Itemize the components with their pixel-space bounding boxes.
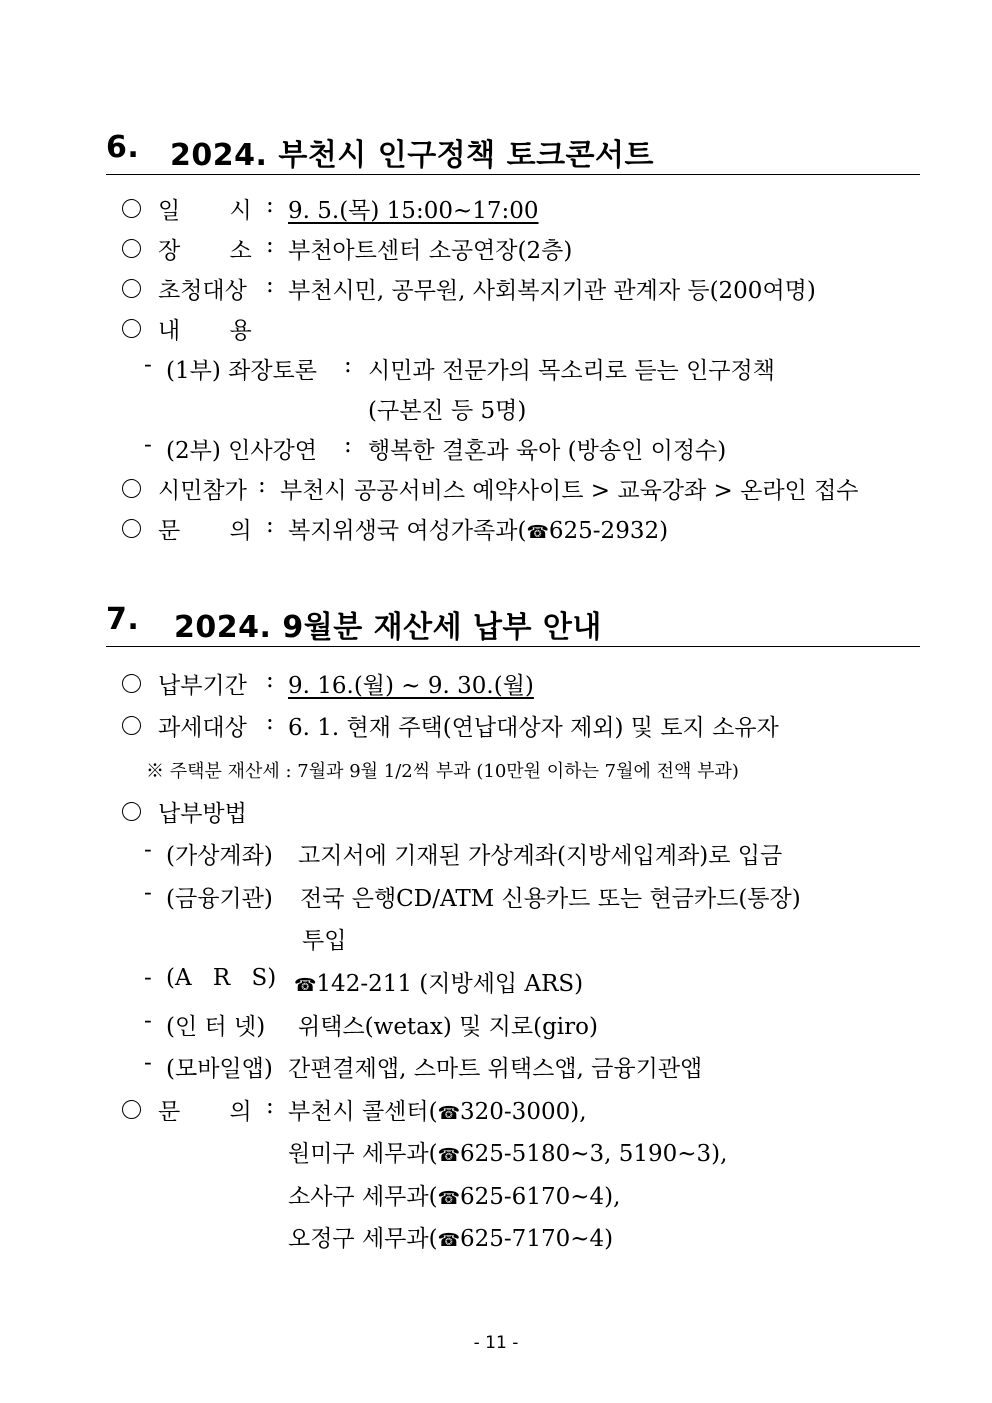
item-part1-cont	[368, 392, 526, 425]
dash-bullet: -	[144, 837, 152, 863]
circle-bullet-icon	[122, 319, 141, 338]
circle-bullet-icon	[122, 674, 141, 693]
colon: :	[344, 352, 352, 378]
item-bank-cont	[302, 922, 346, 955]
phone-icon: ☎	[526, 522, 549, 543]
dash-bullet: -	[144, 965, 152, 991]
contact-office: 소사구 세무과(	[288, 1184, 438, 1210]
item-value	[288, 512, 668, 545]
item-label: 문 의	[158, 518, 253, 544]
item-label: 과세대상	[158, 715, 247, 741]
colon: :	[258, 472, 266, 498]
item-note: ※ 주택분 재산세 : 7월과 9월 1/2씩 부과 (10만원 이하는 7월에 전액 부과)	[146, 761, 739, 782]
item-label: 납부기간	[158, 673, 247, 699]
phone-icon: ☎	[437, 1145, 461, 1166]
item-label: (모바일앱)	[166, 1056, 273, 1082]
ars-number: 142-211 (지방세입 ARS)	[316, 971, 584, 997]
contact-number: 625-6170~4),	[460, 1184, 621, 1210]
colon: :	[266, 232, 274, 258]
item-value: 부천시 공공서비스 예약사이트 > 교육강좌 > 온라인 접수	[280, 478, 859, 504]
phone-icon: ☎	[437, 1230, 461, 1251]
circle-bullet-icon	[122, 199, 141, 218]
contact-number: 625-7170~4)	[460, 1226, 614, 1252]
item-label: 내 용	[158, 318, 253, 344]
item-label: 시민참가	[158, 478, 247, 504]
item-value: 전국 은행CD/ATM 신용카드 또는 현금카드(통장)	[300, 886, 801, 912]
item-value: 9. 5.(목) 15:00~17:00	[288, 198, 539, 224]
contact-number: 320-3000),	[460, 1099, 587, 1125]
section-6-heading	[106, 128, 920, 175]
item-value: 부천아트센터 소공연장(2층)	[288, 238, 573, 264]
page-number: - 11 -	[473, 1333, 519, 1353]
section-number: 6.	[106, 130, 140, 165]
colon: :	[266, 192, 274, 218]
dash-bullet: -	[144, 1050, 152, 1076]
colon: :	[266, 512, 274, 538]
item-value: 시민과 전문가의 목소리로 듣는 인구정책	[368, 358, 775, 384]
contact-text: 복지위생국 여성가족과(	[288, 518, 527, 544]
section-7-heading	[106, 600, 920, 647]
item-label: 납부방법	[158, 801, 247, 827]
item-label: 초청대상	[158, 278, 247, 304]
item-value: 투입	[302, 928, 347, 954]
item-label: (금융기관)	[166, 886, 273, 912]
section-7	[106, 600, 920, 647]
item-label: (가상계좌)	[166, 843, 273, 869]
item-label: 일 시	[158, 198, 253, 224]
contact-office: 부천시 콜센터(	[288, 1099, 438, 1125]
dash-bullet: -	[144, 432, 152, 458]
contact-office: 오정구 세무과(	[288, 1226, 438, 1252]
phone-icon: ☎	[437, 1188, 461, 1209]
item-label: 장 소	[158, 238, 253, 264]
item-value: 위택스(wetax) 및 지로(giro)	[298, 1014, 598, 1040]
colon: :	[266, 709, 274, 735]
item-label: (2부) 인사강연	[166, 438, 317, 464]
item-value: 고지서에 기재된 가상계좌(지방세입계좌)로 입금	[298, 843, 783, 869]
item-value: 9. 16.(월) ~ 9. 30.(월)	[288, 673, 534, 699]
contact-line	[288, 1178, 620, 1211]
circle-bullet-icon	[122, 716, 141, 735]
section-6	[106, 128, 920, 175]
contact-number: 625-2932)	[548, 518, 669, 544]
item-value: 간편결제앱, 스마트 위택스앱, 금융기관앱	[288, 1056, 703, 1082]
colon: :	[266, 1093, 274, 1119]
circle-bullet-icon	[122, 479, 141, 498]
item-value: 행복한 결혼과 육아 (방송인 이정수)	[368, 438, 727, 464]
section-title: 2024. 부천시 인구정책 토크콘서트	[170, 138, 654, 173]
contact-line	[288, 1220, 613, 1253]
circle-bullet-icon	[122, 239, 141, 258]
contact-number: 625-5180~3, 5190~3),	[460, 1141, 728, 1167]
item-value	[294, 965, 583, 998]
contact-office: 원미구 세무과(	[288, 1141, 438, 1167]
item-label: (1부) 좌장토론	[166, 358, 317, 384]
item-value: 6. 1. 현재 주택(연납대상자 제외) 및 토지 소유자	[288, 715, 779, 741]
colon: :	[344, 432, 352, 458]
circle-bullet-icon	[122, 279, 141, 298]
dash-bullet: -	[144, 880, 152, 906]
item-label: (인 터 넷)	[166, 1014, 266, 1040]
section-title: 2024. 9월분 재산세 납부 안내	[174, 610, 602, 645]
colon: :	[266, 667, 274, 693]
contact-line	[288, 1093, 587, 1126]
circle-bullet-icon	[122, 519, 141, 538]
item-label: 문 의	[158, 1099, 253, 1125]
dash-bullet: -	[144, 1008, 152, 1034]
item-value: (구본진 등 5명)	[368, 398, 527, 424]
item-value: 부천시민, 공무원, 사회복지기관 관계자 등(200여명)	[288, 278, 816, 304]
contact-line	[288, 1135, 727, 1168]
dash-bullet: -	[144, 352, 152, 378]
phone-icon: ☎	[294, 975, 317, 996]
section-number: 7.	[106, 602, 140, 637]
colon: :	[266, 272, 274, 298]
circle-bullet-icon	[122, 1100, 141, 1119]
circle-bullet-icon	[122, 802, 141, 821]
phone-icon: ☎	[437, 1103, 461, 1124]
item-label: (A R S)	[166, 965, 277, 991]
